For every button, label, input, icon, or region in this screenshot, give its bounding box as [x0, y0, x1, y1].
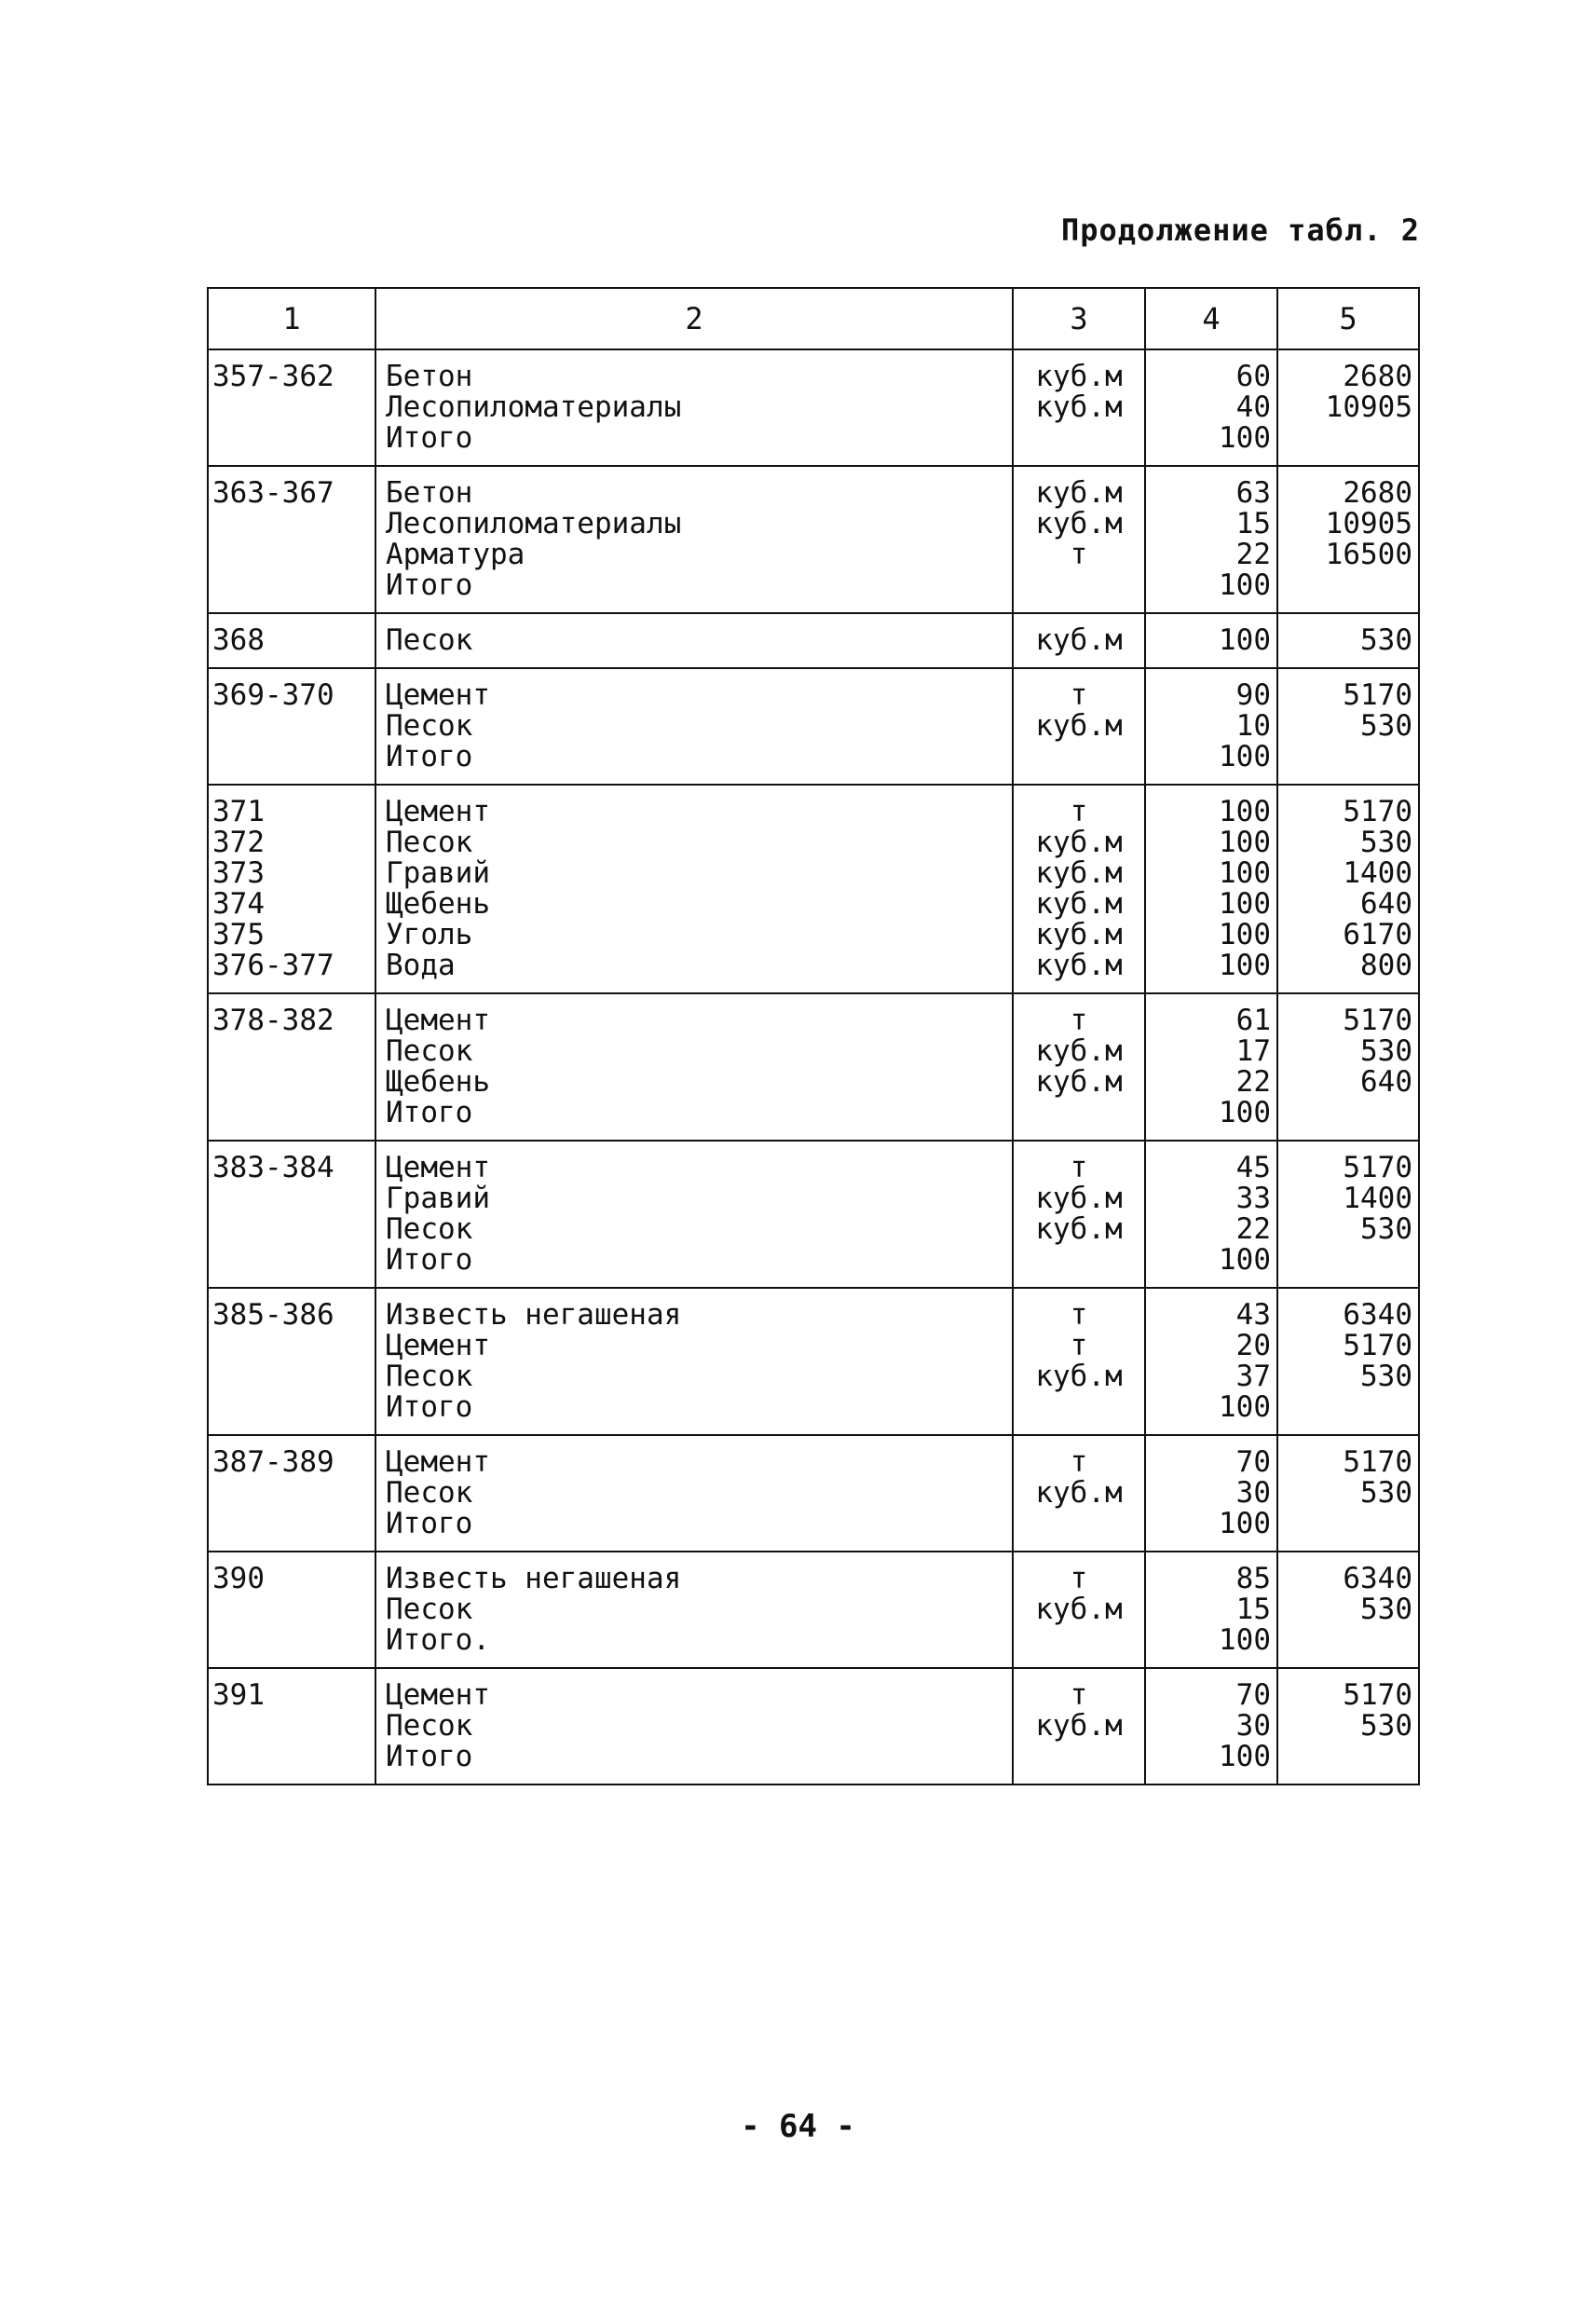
- units-line: куб.м: [1035, 1593, 1123, 1626]
- units-line: куб.м: [1035, 887, 1123, 921]
- header-col-1: 1: [208, 288, 375, 349]
- price-line: 530: [1360, 709, 1412, 743]
- units-line: куб.м: [1035, 1065, 1123, 1099]
- price-cell: [1277, 1435, 1419, 1552]
- units-line: куб.м: [1035, 949, 1123, 982]
- share-line: 22: [1235, 1212, 1271, 1246]
- share-line: 100: [1219, 1507, 1271, 1540]
- share-line: 100: [1219, 1243, 1271, 1277]
- units-line: [1019, 1742, 1139, 1772]
- row-numbers-line: 385-386: [212, 1298, 334, 1332]
- share-line: 60: [1235, 360, 1271, 393]
- row-numbers-line: 376-377: [212, 949, 334, 982]
- share-line: 85: [1235, 1562, 1271, 1595]
- share-line: 100: [1219, 826, 1271, 859]
- units-cell: [1013, 993, 1145, 1141]
- material-names-line: Итого: [386, 1243, 473, 1277]
- price-line: [1284, 1245, 1412, 1276]
- material-names-cell: [375, 613, 1013, 668]
- price-line: 5170: [1343, 1329, 1412, 1362]
- units-cell: [1013, 1552, 1145, 1668]
- units-line: куб.м: [1035, 1034, 1123, 1068]
- share-line: 100: [1219, 1623, 1271, 1657]
- units-line: т: [1070, 1151, 1088, 1184]
- share-line: 22: [1235, 538, 1271, 571]
- units-cell: [1013, 785, 1145, 993]
- share-line: 15: [1235, 507, 1271, 540]
- price-line: 6170: [1343, 918, 1412, 951]
- units-line: т: [1070, 678, 1088, 712]
- row-numbers-cell: [208, 1435, 375, 1552]
- table-row: [208, 668, 1419, 785]
- material-names-line: Цемент: [386, 1329, 490, 1362]
- price-line: 530: [1360, 1034, 1412, 1068]
- share-line: 63: [1235, 476, 1271, 510]
- material-names-line: Лесопиломатериалы: [386, 390, 682, 424]
- share-line: 90: [1235, 678, 1271, 712]
- material-names-line: Известь негашеная: [386, 1298, 682, 1332]
- share-line: 33: [1235, 1182, 1271, 1215]
- share-line: 100: [1219, 1740, 1271, 1773]
- material-names-line: Песок: [386, 709, 473, 743]
- header-col-5: 5: [1277, 288, 1419, 349]
- share-line: 100: [1219, 1096, 1271, 1129]
- table-caption: Продолжение табл. 2: [1060, 212, 1420, 248]
- price-line: 16500: [1325, 538, 1412, 571]
- share-line: 45: [1235, 1151, 1271, 1184]
- table-row: [208, 613, 1419, 668]
- table-row: [208, 1288, 1419, 1435]
- share-line: 40: [1235, 390, 1271, 424]
- units-line: куб.м: [1035, 1360, 1123, 1393]
- share-cell: [1145, 466, 1277, 613]
- units-line: [1019, 1509, 1139, 1539]
- share-line: 100: [1219, 623, 1271, 657]
- price-line: 5170: [1343, 1004, 1412, 1037]
- row-numbers-line: 375: [212, 918, 265, 951]
- material-names-cell: [375, 349, 1013, 466]
- units-line: куб.м: [1035, 476, 1123, 510]
- share-line: 100: [1219, 1390, 1271, 1424]
- row-numbers-line: 374: [212, 887, 265, 921]
- material-names-line: Песок: [386, 1709, 473, 1743]
- share-line: 43: [1235, 1298, 1271, 1332]
- material-names-cell: [375, 1668, 1013, 1785]
- price-cell: [1277, 466, 1419, 613]
- units-line: т: [1070, 795, 1088, 828]
- share-cell: [1145, 1668, 1277, 1785]
- share-line: 37: [1235, 1360, 1271, 1393]
- units-line: куб.м: [1035, 360, 1123, 393]
- price-cell: [1277, 1288, 1419, 1435]
- row-numbers-line: 387-389: [212, 1445, 334, 1479]
- row-numbers-line: 368: [212, 623, 265, 657]
- units-line: [1019, 742, 1139, 773]
- price-line: 2680: [1343, 476, 1412, 510]
- share-line: 17: [1235, 1034, 1271, 1068]
- material-names-cell: [375, 993, 1013, 1141]
- material-names-line: Итого: [386, 1390, 473, 1424]
- price-line: [1284, 1742, 1412, 1772]
- share-line: 20: [1235, 1329, 1271, 1362]
- row-numbers-cell: [208, 993, 375, 1141]
- units-line: т: [1070, 1329, 1088, 1362]
- table-row: [208, 1552, 1419, 1668]
- material-names-line: Бетон: [386, 476, 473, 510]
- price-cell: [1277, 993, 1419, 1141]
- share-cell: [1145, 993, 1277, 1141]
- header-row: [208, 288, 1419, 349]
- price-line: 530: [1360, 1360, 1412, 1393]
- price-line: 640: [1360, 887, 1412, 921]
- units-cell: [1013, 668, 1145, 785]
- price-line: [1284, 1098, 1412, 1128]
- table-row: [208, 466, 1419, 613]
- material-names-line: Щебень: [386, 887, 490, 921]
- price-line: 530: [1360, 826, 1412, 859]
- row-numbers-cell: [208, 1668, 375, 1785]
- price-line: [1284, 423, 1412, 454]
- units-line: [1019, 1625, 1139, 1656]
- share-line: 70: [1235, 1445, 1271, 1479]
- price-line: 6340: [1343, 1562, 1412, 1595]
- material-names-line: Итого: [386, 1507, 473, 1540]
- material-names-line: Цемент: [386, 1445, 490, 1479]
- units-cell: [1013, 349, 1145, 466]
- units-cell: [1013, 613, 1145, 668]
- units-line: куб.м: [1035, 1182, 1123, 1215]
- price-line: 5170: [1343, 795, 1412, 828]
- material-names-line: Цемент: [386, 795, 490, 828]
- units-line: [1019, 1098, 1139, 1128]
- material-names-line: Гравий: [386, 1182, 490, 1215]
- units-line: куб.м: [1035, 1476, 1123, 1510]
- material-names-line: Лесопиломатериалы: [386, 507, 682, 540]
- price-line: 530: [1360, 1709, 1412, 1743]
- price-line: 5170: [1343, 1445, 1412, 1479]
- material-names-line: Песок: [386, 1476, 473, 1510]
- price-line: 1400: [1343, 1182, 1412, 1215]
- material-names-line: Вода: [386, 949, 456, 982]
- price-line: 10905: [1325, 390, 1412, 424]
- material-names-line: Песок: [386, 1034, 473, 1068]
- price-line: 530: [1360, 1593, 1412, 1626]
- units-line: [1019, 423, 1139, 454]
- share-line: 100: [1219, 795, 1271, 828]
- price-line: 5170: [1343, 678, 1412, 712]
- share-line: 100: [1219, 887, 1271, 921]
- price-cell: [1277, 1141, 1419, 1288]
- units-line: [1019, 570, 1139, 601]
- share-cell: [1145, 349, 1277, 466]
- share-line: 100: [1219, 856, 1271, 890]
- price-cell: [1277, 613, 1419, 668]
- price-line: [1284, 1392, 1412, 1423]
- row-numbers-line: 363-367: [212, 476, 334, 510]
- share-line: 100: [1219, 949, 1271, 982]
- price-line: 800: [1360, 949, 1412, 982]
- material-names-cell: [375, 1288, 1013, 1435]
- price-cell: [1277, 349, 1419, 466]
- table-row: [208, 785, 1419, 993]
- row-numbers-cell: [208, 1288, 375, 1435]
- price-line: [1284, 570, 1412, 601]
- row-numbers-cell: [208, 466, 375, 613]
- header-col-2: 2: [375, 288, 1013, 349]
- price-line: 530: [1360, 1212, 1412, 1246]
- row-numbers-cell: [208, 785, 375, 993]
- price-line: 6340: [1343, 1298, 1412, 1332]
- share-cell: [1145, 668, 1277, 785]
- share-line: 70: [1235, 1678, 1271, 1712]
- units-cell: [1013, 1141, 1145, 1288]
- material-names-line: Цемент: [386, 1151, 490, 1184]
- row-numbers-line: 357-362: [212, 360, 334, 393]
- price-line: [1284, 1509, 1412, 1539]
- row-numbers-cell: [208, 668, 375, 785]
- price-cell: [1277, 668, 1419, 785]
- material-names-line: Цемент: [386, 678, 490, 712]
- row-numbers-line: 390: [212, 1562, 265, 1595]
- units-line: куб.м: [1035, 390, 1123, 424]
- table-body: [208, 349, 1419, 1785]
- share-cell: [1145, 785, 1277, 993]
- units-line: куб.м: [1035, 507, 1123, 540]
- units-line: т: [1070, 538, 1088, 571]
- units-cell: [1013, 1668, 1145, 1785]
- row-numbers-line: 372: [212, 826, 265, 859]
- price-line: [1284, 1625, 1412, 1656]
- units-line: куб.м: [1035, 918, 1123, 951]
- material-names-line: Гравий: [386, 856, 490, 890]
- material-names-line: Арматура: [386, 538, 525, 571]
- header-col-4: 4: [1145, 288, 1277, 349]
- units-line: куб.м: [1035, 623, 1123, 657]
- material-names-cell: [375, 668, 1013, 785]
- table-row: [208, 1435, 1419, 1552]
- units-line: куб.м: [1035, 826, 1123, 859]
- units-line: т: [1070, 1562, 1088, 1595]
- material-names-line: Песок: [386, 1212, 473, 1246]
- units-line: куб.м: [1035, 1212, 1123, 1246]
- material-names-line: Бетон: [386, 360, 473, 393]
- share-line: 15: [1235, 1593, 1271, 1626]
- share-line: 100: [1219, 740, 1271, 773]
- material-names-line: Известь негашеная: [386, 1562, 682, 1595]
- share-line: 30: [1235, 1476, 1271, 1510]
- row-numbers-cell: [208, 349, 375, 466]
- row-numbers-cell: [208, 613, 375, 668]
- share-cell: [1145, 613, 1277, 668]
- material-names-line: Итого: [386, 568, 473, 602]
- page-number: - 64 -: [741, 2108, 855, 2145]
- price-line: 2680: [1343, 360, 1412, 393]
- price-line: 640: [1360, 1065, 1412, 1099]
- row-numbers-line: 391: [212, 1678, 265, 1712]
- units-line: куб.м: [1035, 1709, 1123, 1743]
- price-line: 1400: [1343, 856, 1412, 890]
- price-line: 10905: [1325, 507, 1412, 540]
- units-line: [1019, 1245, 1139, 1276]
- material-names-cell: [375, 466, 1013, 613]
- price-line: 530: [1360, 1476, 1412, 1510]
- units-line: т: [1070, 1678, 1088, 1712]
- units-line: [1019, 1392, 1139, 1423]
- share-cell: [1145, 1141, 1277, 1288]
- material-names-line: Песок: [386, 1360, 473, 1393]
- units-line: т: [1070, 1445, 1088, 1479]
- price-cell: [1277, 1552, 1419, 1668]
- table-row: [208, 349, 1419, 466]
- row-numbers-line: 378-382: [212, 1004, 334, 1037]
- row-numbers-line: 383-384: [212, 1151, 334, 1184]
- units-line: т: [1070, 1298, 1088, 1332]
- units-cell: [1013, 1435, 1145, 1552]
- price-line: 530: [1360, 623, 1412, 657]
- price-cell: [1277, 785, 1419, 993]
- units-cell: [1013, 466, 1145, 613]
- share-line: 100: [1219, 421, 1271, 455]
- table-row: [208, 993, 1419, 1141]
- price-line: 5170: [1343, 1678, 1412, 1712]
- price-line: 5170: [1343, 1151, 1412, 1184]
- material-names-cell: [375, 1141, 1013, 1288]
- table-row: [208, 1141, 1419, 1288]
- material-names-line: Песок: [386, 623, 473, 657]
- units-line: куб.м: [1035, 856, 1123, 890]
- price-line: [1284, 742, 1412, 773]
- share-cell: [1145, 1288, 1277, 1435]
- material-names-line: Песок: [386, 826, 473, 859]
- material-names-cell: [375, 1552, 1013, 1668]
- row-numbers-line: 371: [212, 795, 265, 828]
- share-line: 30: [1235, 1709, 1271, 1743]
- share-line: 100: [1219, 918, 1271, 951]
- share-cell: [1145, 1552, 1277, 1668]
- share-line: 22: [1235, 1065, 1271, 1099]
- material-names-line: Итого: [386, 421, 473, 455]
- material-names-line: Щебень: [386, 1065, 490, 1099]
- units-line: т: [1070, 1004, 1088, 1037]
- row-numbers-cell: [208, 1141, 375, 1288]
- material-names-line: Итого: [386, 740, 473, 773]
- units-cell: [1013, 1288, 1145, 1435]
- material-names-line: Цемент: [386, 1004, 490, 1037]
- share-line: 100: [1219, 568, 1271, 602]
- share-line: 10: [1235, 709, 1271, 743]
- material-names-line: Цемент: [386, 1678, 490, 1712]
- row-numbers-line: 369-370: [212, 678, 334, 712]
- material-names-cell: [375, 785, 1013, 993]
- share-cell: [1145, 1435, 1277, 1552]
- units-line: куб.м: [1035, 709, 1123, 743]
- material-names-cell: [375, 1435, 1013, 1552]
- table-row: [208, 1668, 1419, 1785]
- material-names-line: Итого.: [386, 1623, 490, 1657]
- row-numbers-line: 373: [212, 856, 265, 890]
- material-names-line: Уголь: [386, 918, 473, 951]
- material-names-line: Итого: [386, 1096, 473, 1129]
- price-cell: [1277, 1668, 1419, 1785]
- material-names-line: Песок: [386, 1593, 473, 1626]
- material-names-line: Итого: [386, 1740, 473, 1773]
- header-col-3: 3: [1013, 288, 1145, 349]
- materials-table: [207, 287, 1420, 1785]
- share-line: 61: [1235, 1004, 1271, 1037]
- row-numbers-cell: [208, 1552, 375, 1668]
